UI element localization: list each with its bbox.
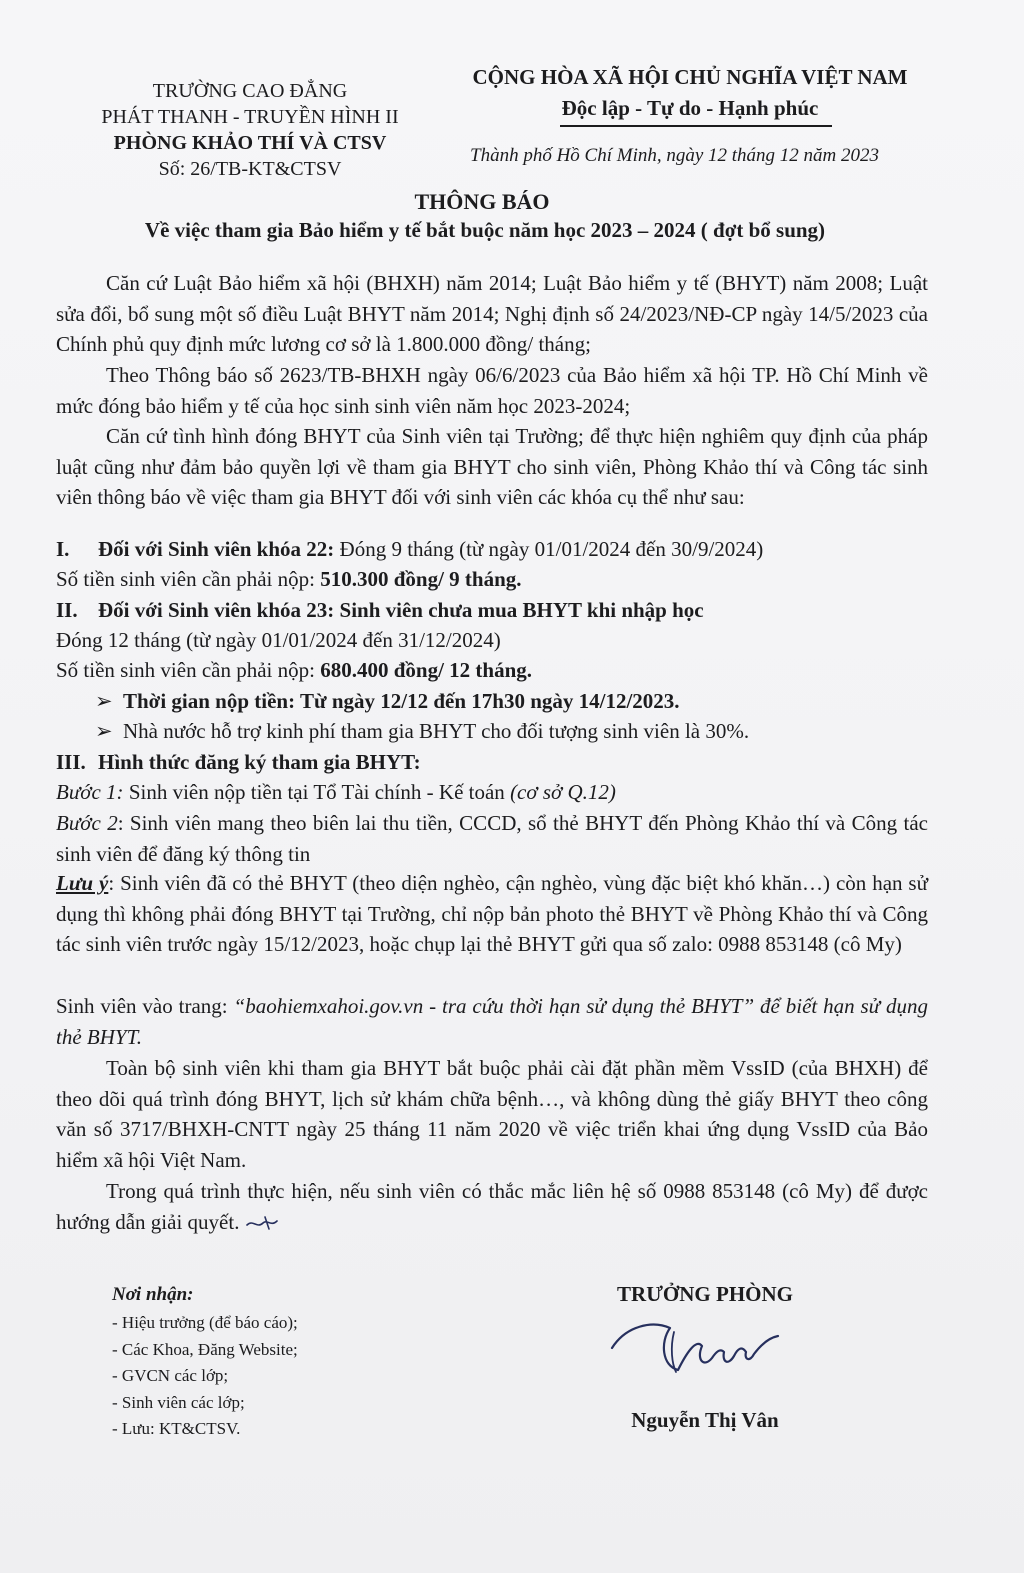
document-title: THÔNG BÁO: [414, 189, 550, 214]
lookup-site-text: “baohiemxahoi.gov.vn - tra cứu thời hạn sử dụng thẻ BHYT” để biết hạn sử dụng thẻ BHYT.: [56, 994, 929, 1049]
contact-text: Trong quá trình thực hiện, nếu sinh viên có thắc mắc liên hệ số 0988 853148 (cô My) để được hướng dẫn giải quyết.: [56, 1179, 928, 1234]
recipient-item: - Hiệu trưởng (để báo cáo);: [112, 1313, 298, 1332]
step-2-label: Bước 2: [56, 811, 118, 835]
issuer-block: [60, 78, 440, 182]
note-text: : Sinh viên đã có thẻ BHYT (theo diện nghèo, cận nghèo, vùng đặc biệt khó khăn…) còn hạn sử dụng thì không phải đóng BHYT tại Trường, chỉ nộp bản photo thẻ BHYT về Phòng Khảo thí và Công tác sinh viên trước ngày 15/12/2023, hoặc chụp lại thẻ BHYT gửi qua số zalo: 0988 853148 (cô My): [56, 871, 928, 956]
notice-basis-paragraph: Theo Thông báo số 2623/TB-BHXH ngày 06/6/2023 của Bảo hiểm xã hội TP. Hồ Chí Minh về mức đóng bảo hiểm y tế của học sinh sinh viên năm học 2023-2024;: [56, 363, 928, 418]
subsidy-text: Nhà nước hỗ trợ kinh phí tham gia BHYT cho đối tượng sinh viên là 30%.: [123, 719, 750, 743]
section-1-title: Đối với Sinh viên khóa 22:: [98, 537, 335, 561]
step-1: [56, 777, 616, 808]
place-date: Thành phố Hồ Chí Minh, ngày 12 tháng 12 năm 2023: [470, 145, 880, 166]
national-title: CỘNG HÒA XÃ HỘI CHỦ NGHĨA VIỆT NAM: [472, 65, 908, 89]
recipient-item: - GVCN các lớp;: [112, 1366, 229, 1385]
national-motto: Độc lập - Tự do - Hạnh phúc: [561, 96, 819, 120]
section-3-heading: [56, 747, 421, 778]
section-1-period: Đóng 9 tháng (từ ngày 01/01/2024 đến 30/9/2024): [334, 537, 764, 561]
section-3-number: III.: [56, 750, 86, 774]
section-1-amount: [56, 564, 522, 595]
section-2-amount-value: 680.400 đồng/ 12 tháng.: [320, 658, 533, 682]
vssid-paragraph: Toàn bộ sinh viên khi tham gia BHYT bắt buộc phải cài đặt phần mềm VssID (của BHXH) để theo dõi quá trình đóng BHYT, lịch sử khám chữa bệnh…, và không dùng thẻ giấy BHYT theo công văn số 3717/BHXH-CNTT ngày 25 tháng 11 năm 2020 về việc triển khai ứng dụng VssID của Bảo hiểm xã hội Việt Nam.: [56, 1056, 928, 1172]
recipient-item: - Sinh viên các lớp;: [112, 1392, 245, 1412]
section-2-amount-label: Số tiền sinh viên cần phải nộp:: [56, 658, 321, 682]
initial-mark-icon: [245, 1211, 285, 1233]
section-1-number: I.: [56, 537, 70, 561]
situation-paragraph: Căn cứ tình hình đóng BHYT của Sinh viên tại Trường; để thực hiện nghiêm quy định của pháp luật cũng như đảm bảo quyền lợi về tham gia BHYT cho sinh viên, Phòng Khảo thí và Công tác sinh viên thông báo về việc tham gia BHYT đối với sinh viên các khóa cụ thể như sau:: [56, 424, 928, 509]
department-name: PHÒNG KHẢO THÍ VÀ CTSV: [113, 132, 387, 154]
handwritten-signature-icon: [600, 1308, 800, 1398]
step-2: [56, 808, 928, 869]
lookup-paragraph: [56, 991, 928, 1052]
step-2-text: : Sinh viên mang theo biên lai thu tiền, CCCD, sổ thẻ BHYT đến Phòng Khảo thí và Công tác sinh viên để đăng ký thông tin: [56, 811, 929, 866]
signer-name: Nguyễn Thị Vân: [631, 1408, 779, 1432]
section-2-period: Đóng 12 tháng (từ ngày 01/01/2024 đến 31/12/2024): [56, 628, 501, 652]
recipients-list: [112, 1310, 298, 1443]
step-1-text: Sinh viên nộp tiền tại Tổ Tài chính - Kế toán: [123, 780, 511, 804]
contact-paragraph: [56, 1176, 928, 1237]
section-1-amount-label: Số tiền sinh viên cần phải nộp:: [56, 567, 321, 591]
recipient-item: - Các Khoa, Đăng Website;: [112, 1339, 298, 1359]
section-2-number: II.: [56, 598, 78, 622]
recipient-item: - Lưu: KT&CTSV.: [112, 1419, 241, 1438]
document-number: Số: 26/TB-KT&CTSV: [158, 158, 342, 180]
school-name-line1: TRƯỜNG CAO ĐẲNG: [152, 80, 348, 102]
section-1-heading: [56, 534, 763, 565]
section-1-amount-value: 510.300 đồng/ 9 tháng.: [320, 567, 522, 591]
note-paragraph: [56, 868, 928, 960]
step-1-location: (cơ sở Q.12): [510, 780, 616, 804]
note-label: Lưu ý: [56, 871, 109, 895]
recipients-title: Nơi nhận:: [112, 1284, 194, 1305]
legal-basis-paragraph: Căn cứ Luật Bảo hiểm xã hội (BHXH) năm 2014; Luật Bảo hiểm y tế (BHYT) năm 2008; Luật sửa đổi, bổ sung một số điều Luật BHYT năm 2014; Nghị định số 24/2023/NĐ-CP ngày 14/5/2023 của Chính phủ quy định mức lương cơ sở là 1.800.000 đồng/ tháng;: [56, 271, 928, 356]
section-3-title: Hình thức đăng ký tham gia BHYT:: [98, 750, 421, 774]
section-2-heading: [56, 595, 704, 626]
section-2-amount: [56, 655, 532, 686]
motto-underline: [560, 125, 832, 127]
signer-position: TRƯỞNG PHÒNG: [617, 1282, 793, 1306]
school-name-line2: PHÁT THANH - TRUYỀN HÌNH II: [101, 106, 399, 128]
payment-deadline-bullet: [95, 686, 680, 717]
step-1-label: Bước 1:: [56, 780, 124, 804]
arrow-bullet-icon: ➢: [95, 689, 113, 713]
arrow-bullet-icon: ➢: [95, 719, 113, 743]
subsidy-bullet: [95, 716, 749, 747]
lookup-prefix: Sinh viên vào trang:: [56, 994, 234, 1018]
payment-deadline-text: Thời gian nộp tiền: Từ ngày 12/12 đến 17h30 ngày 14/12/2023.: [123, 689, 680, 713]
section-2-title: Đối với Sinh viên khóa 23: Sinh viên chưa mua BHYT khi nhập học: [98, 598, 704, 622]
document-subtitle: Về việc tham gia Bảo hiểm y tế bắt buộc năm học 2023 – 2024 ( đợt bổ sung): [144, 218, 826, 242]
